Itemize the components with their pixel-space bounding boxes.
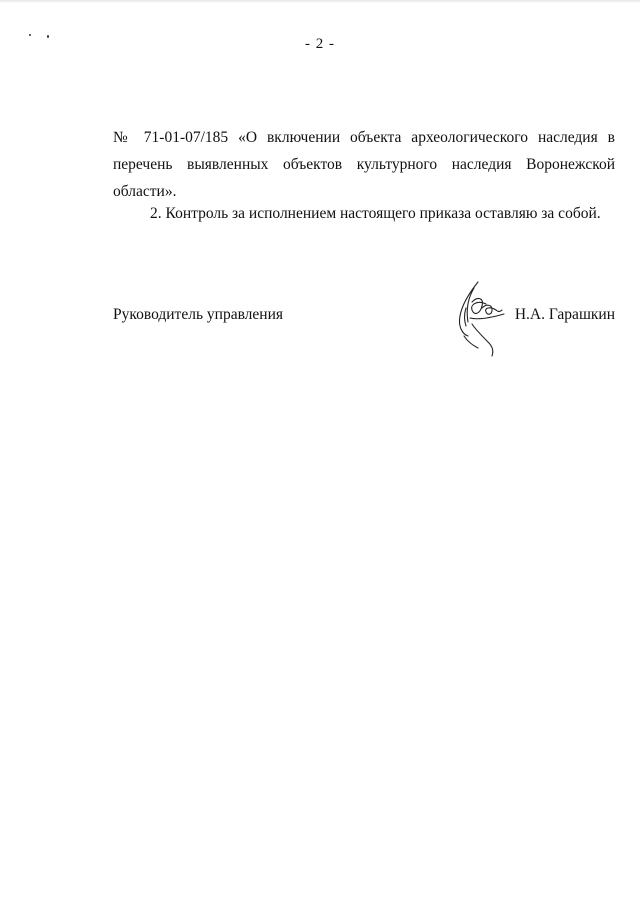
signer-name: Н.А. Гарашкин	[514, 306, 615, 323]
scan-edge	[0, 0, 640, 3]
paragraph-line: области».	[113, 183, 177, 200]
signer-position: Руководитель управления	[113, 306, 284, 323]
page-number: - 2 -	[305, 36, 335, 52]
paragraph-line: перечень выявленных объектов культурного наследия Воронежской	[113, 156, 615, 173]
paragraph-continuation	[113, 124, 615, 205]
paragraph-line: № 71-01-07/185 «О включении объекта археологического наследия в	[113, 129, 615, 146]
handwritten-signature	[448, 278, 520, 358]
signature-block	[113, 306, 615, 366]
paragraph-item-2: 2. Контроль за исполнением настоящего приказа оставляю за собой.	[150, 205, 601, 222]
